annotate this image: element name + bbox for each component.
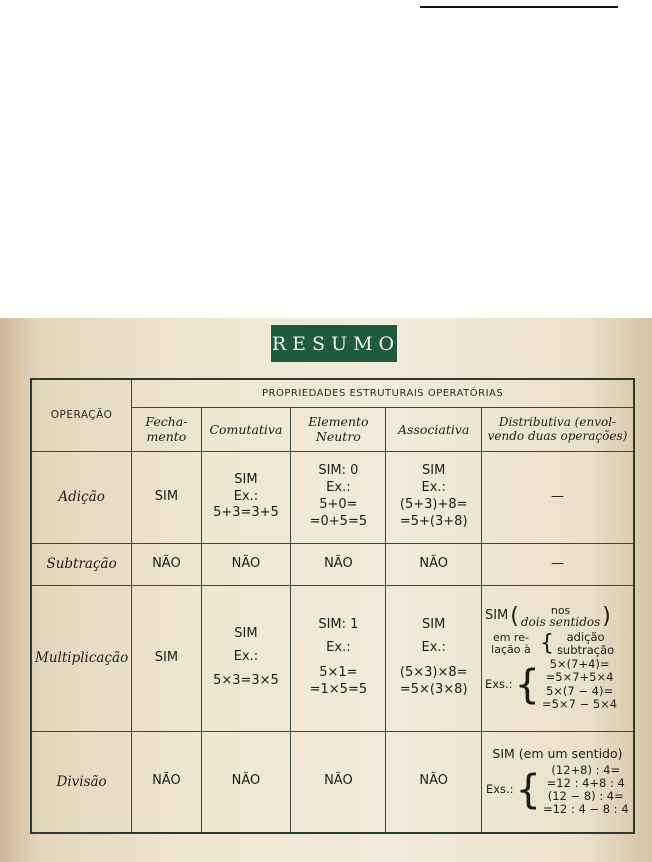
mult-dist-sim-block: [485, 605, 630, 629]
adicao-neutro-line: 5+0=: [319, 497, 358, 512]
mult-dist-sentidos: [521, 605, 600, 629]
right-paren-icon: ): [602, 603, 611, 629]
brace-icon: {: [539, 630, 554, 656]
subtracao-fechamento: NÃO: [132, 543, 201, 585]
mult-dist-ex: =5×7+5×4: [545, 670, 614, 685]
mult-dist-sim: SIM: [484, 608, 509, 624]
adicao-fechamento: SIM: [132, 451, 201, 543]
adicao-associativa-line: =5+(3+8): [399, 513, 468, 529]
mult-dist-subtracao: subtração: [556, 642, 615, 657]
mult-dist-adicao: adição: [566, 629, 605, 644]
divisao-neutro: NÃO: [291, 731, 386, 833]
row-label-adicao: Adição: [31, 451, 132, 543]
col-elemento-neutro: Elemento Neutro: [291, 407, 386, 451]
col-associativa: Associativa: [386, 407, 481, 451]
row-subtracao: [31, 543, 634, 585]
adicao-neutro: [291, 451, 386, 543]
properties-table: [30, 378, 635, 834]
subtracao-associativa: NÃO: [386, 543, 481, 585]
multiplicacao-fechamento: SIM: [132, 585, 201, 731]
multiplicacao-comutativa: [201, 585, 291, 731]
adicao-comutativa-line: 5+3=3+5: [213, 505, 279, 521]
mult-comutativa-line: SIM: [234, 625, 258, 641]
resumo-banner: [271, 325, 401, 362]
row-label-divisao: Divisão: [31, 731, 132, 833]
banner-title: RESUMO: [271, 332, 401, 355]
subtracao-comutativa: NÃO: [201, 543, 291, 585]
subtracao-neutro: NÃO: [291, 543, 386, 585]
header-row-1: [31, 379, 634, 407]
row-divisao: [31, 731, 634, 833]
mult-dist-em-relacao: em re-lação à: [491, 630, 531, 656]
div-dist-ex: (12 − 8) : 4=: [547, 788, 624, 803]
mult-dist-relacao-block: [485, 631, 630, 656]
adicao-neutro-line: =0+5=5: [309, 513, 368, 529]
mult-associativa-line: (5×3)×8=: [399, 665, 468, 680]
adicao-comutativa-line: SIM: [234, 471, 258, 487]
multiplicacao-associativa: [386, 585, 481, 731]
subtracao-distributiva: —: [481, 543, 634, 585]
mult-neutro-line: =1×5=5: [309, 681, 368, 697]
div-dist-exs-block: [486, 764, 629, 817]
mult-dist-nos: nos: [550, 603, 571, 617]
div-dist-exs: Exs.:: [485, 782, 514, 797]
operacao-header: OPERAÇÃO: [31, 379, 132, 451]
col-distributiva: Distributiva (envol-vendo duas operações): [481, 407, 634, 451]
mult-dist-examples: [542, 658, 617, 711]
mult-dist-exs-block: [485, 658, 630, 711]
adicao-associativa: [386, 451, 481, 543]
mult-comutativa-line: 5×3=3×5: [213, 673, 279, 689]
divisao-fechamento: NÃO: [132, 731, 201, 833]
col-comutativa: Comutativa: [201, 407, 291, 451]
mult-associativa-line: SIM: [422, 617, 446, 633]
mult-neutro-line: Ex.:: [326, 640, 351, 656]
divisao-distributiva: [481, 731, 634, 833]
divisao-associativa: NÃO: [386, 731, 481, 833]
div-dist-examples: [543, 764, 629, 817]
row-multiplicacao: [31, 585, 634, 731]
group-header: PROPRIEDADES ESTRUTURAIS OPERATÓRIAS: [132, 379, 634, 407]
adicao-neutro-line: Ex.:: [326, 480, 351, 496]
mult-dist-ex: 5×(7 − 4)=: [545, 683, 614, 698]
div-dist-ex: (12+8) : 4=: [551, 762, 621, 777]
mult-dist-ops: [557, 631, 614, 656]
adicao-comutativa-line: Ex.:: [233, 488, 259, 504]
div-dist-ex: =12 : 4 − 8 : 4: [542, 802, 629, 817]
multiplicacao-neutro: [291, 585, 386, 731]
adicao-distributiva: —: [481, 451, 634, 543]
left-paren-icon: (: [510, 603, 519, 629]
col-fechamento-label: Fecha-mento: [145, 414, 188, 444]
row-label-subtracao: Subtração: [31, 543, 132, 585]
mult-comutativa-line: Ex.:: [233, 648, 259, 664]
brace-icon: {: [515, 766, 541, 813]
adicao-associativa-line: SIM: [422, 463, 446, 479]
adicao-neutro-line: SIM: 0: [318, 463, 359, 479]
div-dist-ex: =12 : 4+8 : 4: [546, 775, 625, 790]
mult-dist-ex: 5×(7+4)=: [549, 657, 610, 672]
col-fechamento: [132, 407, 201, 451]
adicao-comutativa: [201, 451, 291, 543]
mult-dist-ex: =5×7 − 5×4: [541, 696, 618, 711]
row-adicao: [31, 451, 634, 543]
div-dist-sim: SIM (em um sentido): [492, 746, 623, 762]
multiplicacao-distributiva: [481, 585, 634, 731]
brace-icon: {: [514, 661, 540, 708]
mult-associativa-line: =5×(3×8): [399, 681, 468, 697]
mult-neutro-line: SIM: 1: [318, 617, 359, 633]
top-rule: [420, 6, 618, 8]
mult-neutro-line: 5×1=: [319, 665, 358, 680]
mult-dist-dois-sentidos: dois sentidos: [520, 615, 601, 630]
adicao-associativa-line: (5+3)+8=: [399, 497, 468, 512]
row-label-multiplicacao: Multiplicação: [31, 585, 132, 731]
mult-dist-exs: Exs.:: [484, 677, 513, 692]
mult-associativa-line: Ex.:: [421, 640, 446, 656]
adicao-associativa-line: Ex.:: [421, 480, 446, 496]
divisao-comutativa: NÃO: [201, 731, 291, 833]
